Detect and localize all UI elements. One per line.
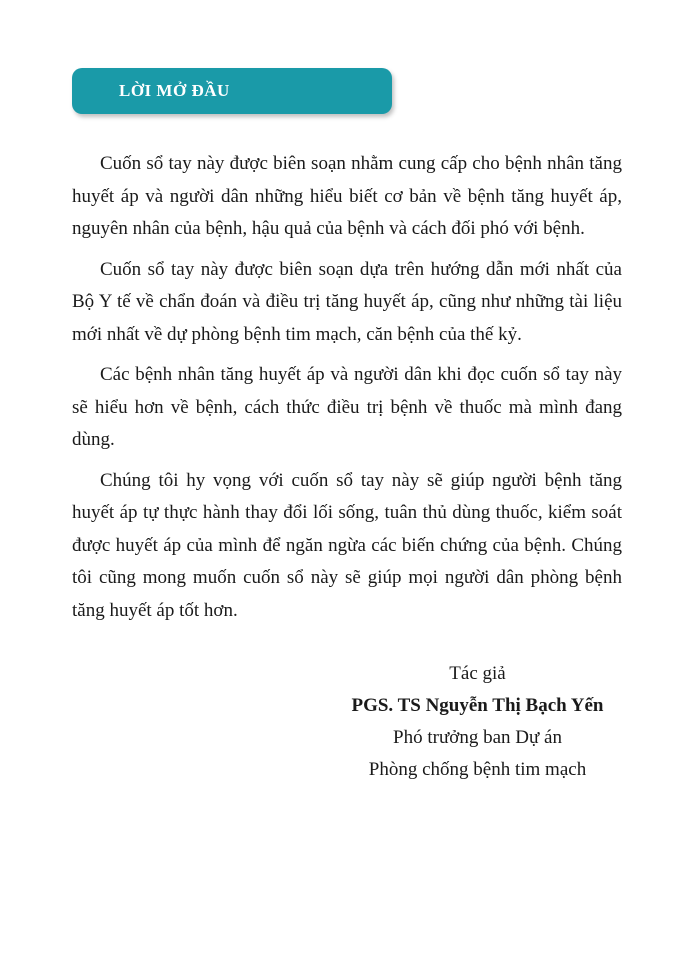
author-position: Phó trưởng ban Dự án: [393, 727, 562, 748]
signature-block: [340, 658, 615, 786]
preface-body: [72, 148, 622, 635]
paragraph-3: Các bệnh nhân tăng huyết áp và người dân khi đọc cuốn sổ tay này sẽ hiểu hơn về bệnh, cách thức điều trị bệnh về thuốc mà mình đang dùng.: [72, 364, 622, 450]
author-label: Tác giả: [449, 663, 506, 684]
author-name: PGS. TS Nguyễn Thị Bạch Yến: [351, 695, 604, 716]
section-header-bar: [72, 68, 392, 114]
paragraph-4: Chúng tôi hy vọng với cuốn sổ tay này sẽ giúp người bệnh tăng huyết áp tự thực hành thay đổi lối sống, tuân thủ dùng thuốc, kiểm soát được huyết áp của mình để ngăn ngừa các biến chứng của bệnh. Chúng tôi cũng mong muốn cuốn sổ này sẽ giúp mọi người dân phòng bệnh tăng huyết áp tốt hơn.: [72, 469, 622, 621]
section-title: LỜI MỞ ĐẦU: [119, 81, 230, 100]
paragraph-2: Cuốn sổ tay này được biên soạn dựa trên hướng dẫn mới nhất của Bộ Y tế về chẩn đoán và điều trị tăng huyết áp, cũng như những tài liệu mới nhất về dự phòng bệnh tim mạch, căn bệnh của thế kỷ.: [72, 258, 622, 345]
paragraph-1: Cuốn sổ tay này được biên soạn nhằm cung cấp cho bệnh nhân tăng huyết áp và người dân những hiểu biết cơ bản về bệnh tăng huyết áp, nguyên nhân của bệnh, hậu quả của bệnh và cách đối phó với bệnh.: [72, 153, 622, 239]
author-organization: Phòng chống bệnh tim mạch: [368, 759, 587, 780]
